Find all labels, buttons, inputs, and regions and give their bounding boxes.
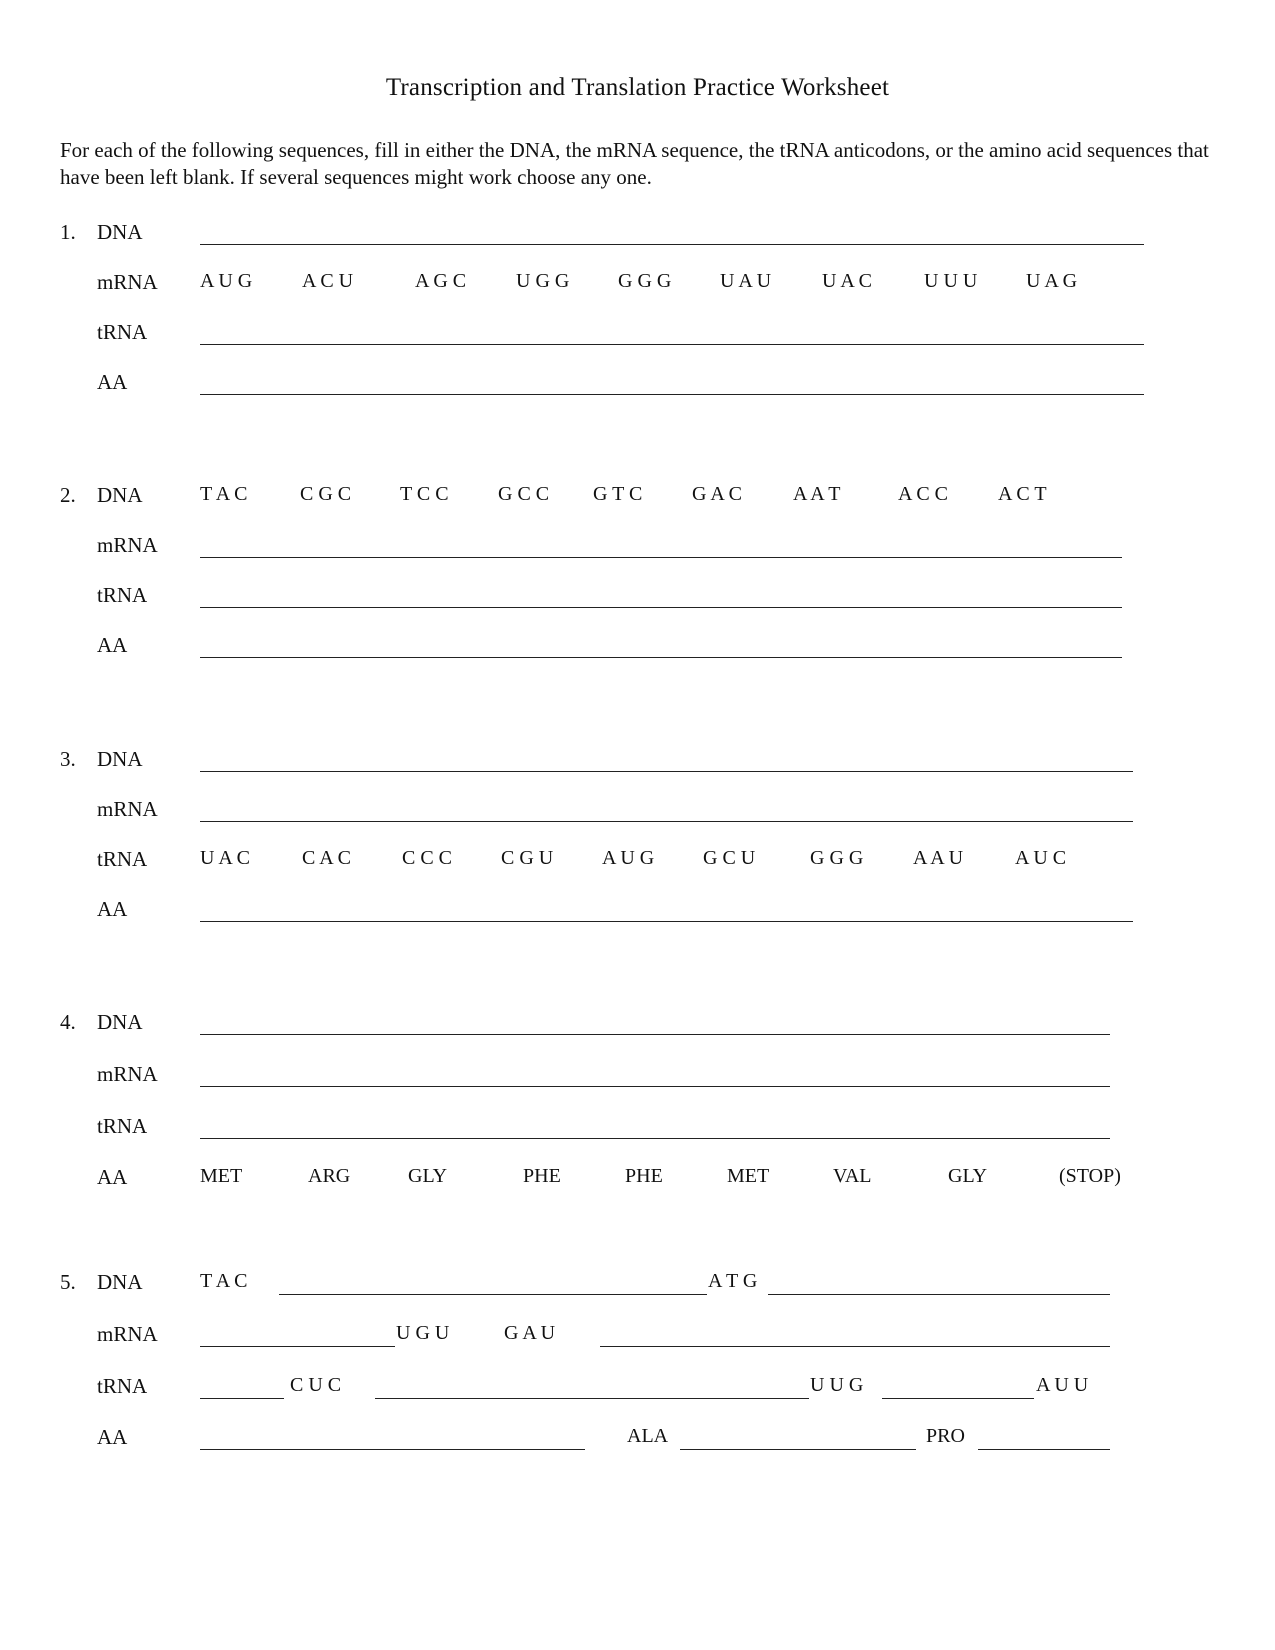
trna-row bbox=[0, 847, 1275, 887]
answer-blank[interactable] bbox=[200, 1086, 1110, 1087]
codon: U A G bbox=[1026, 270, 1078, 292]
row-label: mRNA bbox=[97, 1322, 158, 1346]
row-label: AA bbox=[97, 897, 128, 921]
codon: G C C bbox=[498, 483, 550, 505]
trna-row bbox=[0, 583, 1275, 623]
codon: U U U bbox=[924, 270, 978, 292]
codon: A C C bbox=[898, 483, 949, 505]
answer-blank[interactable] bbox=[200, 1138, 1110, 1139]
amino-acid: MET bbox=[200, 1165, 243, 1187]
anticodon: G G G bbox=[810, 847, 864, 869]
anticodon: A U G bbox=[602, 847, 655, 869]
anticodon: C U C bbox=[290, 1374, 342, 1396]
aa-row bbox=[0, 1425, 1275, 1465]
problem-4 bbox=[0, 1010, 1275, 1230]
amino-acid: GLY bbox=[948, 1165, 988, 1187]
trna-row bbox=[0, 1374, 1275, 1414]
row-label: mRNA bbox=[97, 533, 158, 557]
row-label: AA bbox=[97, 1425, 128, 1449]
dna-row bbox=[0, 747, 1275, 787]
row-label: DNA bbox=[97, 1270, 143, 1294]
amino-acid: VAL bbox=[833, 1165, 872, 1187]
row-label: mRNA bbox=[97, 1062, 158, 1086]
codon: T C C bbox=[400, 483, 449, 505]
codon: G A C bbox=[692, 483, 743, 505]
amino-acid: PHE bbox=[625, 1165, 663, 1187]
answer-blank[interactable] bbox=[279, 1294, 707, 1295]
answer-blank[interactable] bbox=[200, 771, 1133, 772]
problem-number: 2. bbox=[60, 483, 76, 507]
row-label: tRNA bbox=[97, 583, 148, 607]
answer-blank[interactable] bbox=[680, 1449, 916, 1450]
row-label: DNA bbox=[97, 220, 143, 244]
aa-row bbox=[0, 1165, 1275, 1205]
row-label: mRNA bbox=[97, 797, 158, 821]
anticodon: C A C bbox=[302, 847, 351, 869]
row-label: tRNA bbox=[97, 1374, 148, 1398]
anticodon: A U U bbox=[1036, 1374, 1089, 1396]
dna-row bbox=[0, 483, 1275, 523]
anticodon: U A C bbox=[200, 847, 251, 869]
aa-row bbox=[0, 633, 1275, 673]
answer-blank[interactable] bbox=[200, 1398, 284, 1399]
anticodon: C C C bbox=[402, 847, 453, 869]
problem-5 bbox=[0, 1270, 1275, 1490]
codon: A C U bbox=[302, 270, 354, 292]
problem-3 bbox=[0, 747, 1275, 967]
aa-row bbox=[0, 370, 1275, 410]
codon: G T C bbox=[593, 483, 643, 505]
instructions: For each of the following sequences, fill in either the DNA, the mRNA sequence, the tRNA anticodons, or the amino acid sequences that have been left blank. If several sequences might work choose any one. bbox=[60, 138, 1209, 189]
problem-number: 4. bbox=[60, 1010, 76, 1034]
codon: U A C bbox=[822, 270, 873, 292]
mrna-row bbox=[0, 533, 1275, 573]
answer-blank[interactable] bbox=[600, 1346, 1110, 1347]
amino-acid: PHE bbox=[523, 1165, 561, 1187]
problem-1 bbox=[0, 220, 1275, 440]
answer-blank[interactable] bbox=[375, 1398, 809, 1399]
answer-blank[interactable] bbox=[882, 1398, 1034, 1399]
amino-acid: PRO bbox=[926, 1425, 965, 1447]
amino-acid: ARG bbox=[308, 1165, 351, 1187]
answer-blank[interactable] bbox=[768, 1294, 1110, 1295]
codon: A C T bbox=[998, 483, 1047, 505]
row-label: AA bbox=[97, 1165, 128, 1189]
row-label: tRNA bbox=[97, 847, 148, 871]
codon: U A U bbox=[720, 270, 772, 292]
problem-2 bbox=[0, 483, 1275, 703]
codon: C G C bbox=[300, 483, 352, 505]
codon: T A C bbox=[200, 483, 248, 505]
mrna-row bbox=[0, 797, 1275, 837]
codon: A G C bbox=[415, 270, 467, 292]
aa-row bbox=[0, 897, 1275, 937]
codon: U G G bbox=[516, 270, 570, 292]
answer-blank[interactable] bbox=[200, 557, 1122, 558]
mrna-row bbox=[0, 270, 1275, 310]
dna-row bbox=[0, 1270, 1275, 1310]
trna-row bbox=[0, 1114, 1275, 1154]
anticodon: C G U bbox=[501, 847, 554, 869]
row-label: DNA bbox=[97, 747, 143, 771]
anticodon: A A U bbox=[913, 847, 964, 869]
codon: G A U bbox=[504, 1322, 556, 1344]
answer-blank[interactable] bbox=[978, 1449, 1110, 1450]
row-label: tRNA bbox=[97, 1114, 148, 1138]
codon: G G G bbox=[618, 270, 672, 292]
answer-blank[interactable] bbox=[200, 607, 1122, 608]
row-label: mRNA bbox=[97, 270, 158, 294]
answer-blank[interactable] bbox=[200, 394, 1144, 395]
problem-number: 3. bbox=[60, 747, 76, 771]
amino-acid: MET bbox=[727, 1165, 770, 1187]
codon: A T G bbox=[708, 1270, 758, 1292]
row-label: DNA bbox=[97, 483, 143, 507]
codon: T A C bbox=[200, 1270, 248, 1292]
answer-blank[interactable] bbox=[200, 344, 1144, 345]
answer-blank[interactable] bbox=[200, 921, 1133, 922]
anticodon: G C U bbox=[703, 847, 756, 869]
amino-acid: ALA bbox=[627, 1425, 669, 1447]
amino-acid: (STOP) bbox=[1059, 1165, 1121, 1187]
row-label: DNA bbox=[97, 1010, 143, 1034]
dna-row bbox=[0, 1010, 1275, 1050]
problem-number: 1. bbox=[60, 220, 76, 244]
anticodon: A U C bbox=[1015, 847, 1067, 869]
problem-number: 5. bbox=[60, 1270, 76, 1294]
row-label: AA bbox=[97, 633, 128, 657]
answer-blank[interactable] bbox=[200, 1449, 585, 1450]
answer-blank[interactable] bbox=[200, 1034, 1110, 1035]
codon: U G U bbox=[396, 1322, 450, 1344]
trna-row bbox=[0, 320, 1275, 360]
amino-acid: GLY bbox=[408, 1165, 448, 1187]
dna-row bbox=[0, 220, 1275, 260]
answer-blank[interactable] bbox=[200, 657, 1122, 658]
codon: A U G bbox=[200, 270, 253, 292]
mrna-row bbox=[0, 1062, 1275, 1102]
answer-blank[interactable] bbox=[200, 1346, 395, 1347]
row-label: AA bbox=[97, 370, 128, 394]
page-title: Transcription and Translation Practice Worksheet bbox=[385, 74, 890, 101]
codon: A A T bbox=[793, 483, 841, 505]
answer-blank[interactable] bbox=[200, 244, 1144, 245]
mrna-row bbox=[0, 1322, 1275, 1362]
answer-blank[interactable] bbox=[200, 821, 1133, 822]
row-label: tRNA bbox=[97, 320, 148, 344]
anticodon: U U G bbox=[810, 1374, 864, 1396]
